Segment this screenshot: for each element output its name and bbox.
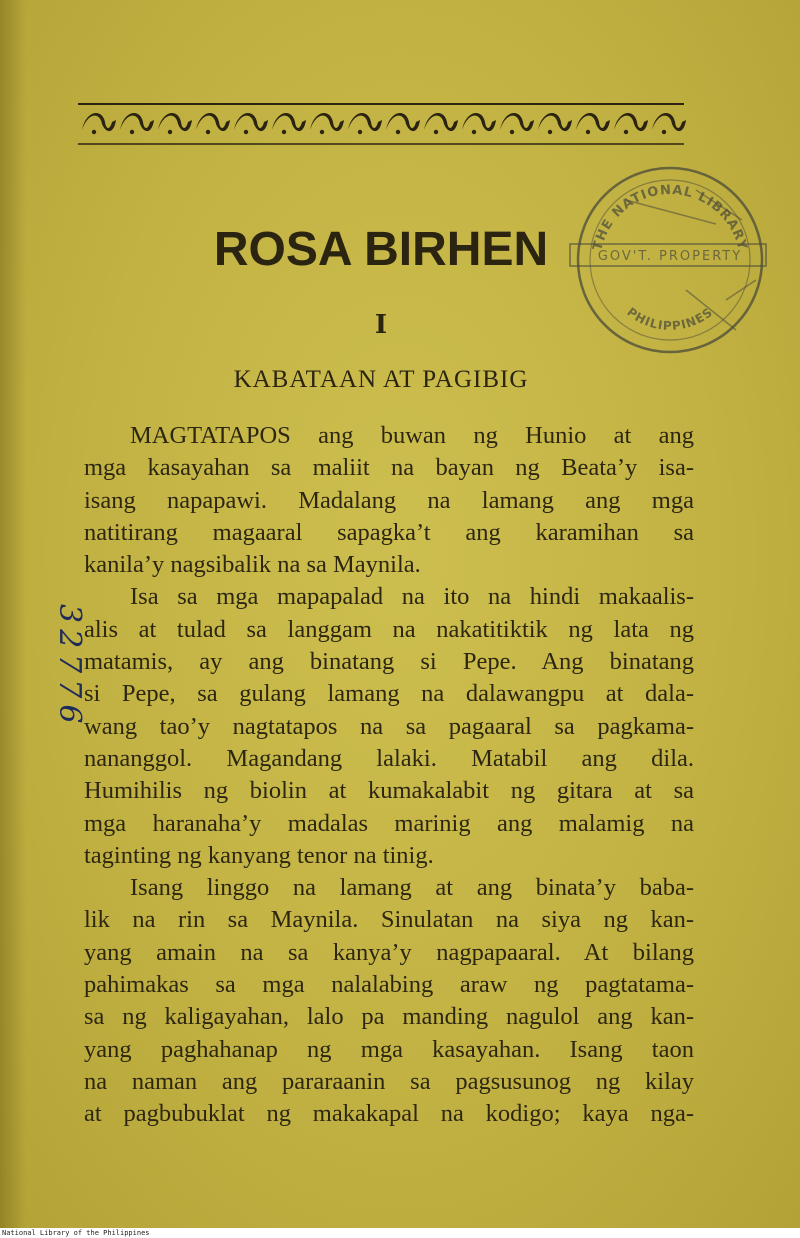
ornament-flourish	[386, 113, 420, 131]
ornament-flourish	[120, 113, 154, 131]
body-line: at pagbubuklat ng makakapal na kodigo; kaya nga-	[84, 1100, 694, 1128]
body-line: natitirang magaaral sapagka’t ang karamihan sa	[84, 518, 694, 546]
body-line: nananggol. Magandang lalaki. Matabil ang dila.	[84, 744, 694, 772]
ornament-dot	[130, 130, 134, 134]
ornament-flourish	[462, 113, 496, 131]
ornament-dot	[662, 130, 666, 134]
handwritten-accession-number	[30, 600, 87, 770]
ornament-dot	[168, 130, 172, 134]
stamp-bottom-text: PHILIPPINES	[624, 304, 716, 334]
chapter-body	[84, 420, 694, 1131]
chapter-number: I	[374, 310, 388, 340]
body-line: kanila’y nagsibalik na sa Maynila.	[84, 551, 421, 579]
ornament-dot	[282, 130, 286, 134]
body-line: na naman ang pararaanin sa pagsusunog ng kilay	[84, 1067, 694, 1095]
ornament-dot	[586, 130, 590, 134]
body-line: Isang linggo na lamang at ang binata’y baba-	[130, 874, 694, 902]
body-line: MAGTATAPOS ang buwan ng Hunio at ang	[130, 422, 694, 449]
body-line: mga kasayahan sa maliit na bayan ng Beata’y isa-	[84, 454, 694, 482]
body-line: isang napapawi. Madalang na lamang ang mga	[84, 486, 694, 514]
body-line: pahimakas sa mga nalalabing araw ng pagtatama-	[84, 971, 694, 999]
ornament-dot	[434, 130, 438, 134]
body-line: Isa sa mga mapapalad na ito na hindi makaalis-	[130, 583, 694, 611]
ornament-dot	[320, 130, 324, 134]
library-credit: National Library of the Philippines	[2, 1229, 150, 1237]
ornament-flourish	[310, 113, 344, 131]
body-line: taginting ng kanyang tenor na tinig.	[84, 841, 434, 869]
ornament-dot	[206, 130, 210, 134]
body-line: matamis, ay ang binatang si Pepe. Ang binatang	[84, 648, 694, 676]
ornament-dot	[510, 130, 514, 134]
ornament-flourish	[196, 113, 230, 131]
stamp-middle-text: GOV'T. PROPERTY	[597, 249, 743, 264]
handwritten-number-text: 32776	[52, 604, 87, 730]
ornament-dot	[396, 130, 400, 134]
ornament-dot	[92, 130, 96, 134]
ornament-flourish	[614, 113, 648, 131]
ornament-flourish	[348, 113, 382, 131]
ornament-dot	[244, 130, 248, 134]
body-line: mga haranaha’y madalas marinig ang malamig na	[84, 809, 694, 837]
svg-text:THE NATIONAL LIBRARY	[590, 183, 749, 252]
ornament-flourish	[158, 113, 192, 131]
body-line: wang tao’y nagtatapos na sa pagaaral sa pagkama-	[84, 712, 694, 740]
chapter-title: KABATAAN AT PAGIBIG	[233, 366, 529, 393]
ornament-flourish	[424, 113, 458, 131]
ornament-flourish	[272, 113, 306, 131]
body-line: si Pepe, sa gulang lamang na dalawangpu at dala-	[84, 680, 694, 708]
ornament-flourish	[576, 113, 610, 131]
ornament-flourish	[234, 113, 268, 131]
body-line: alis at tulad sa langgam na nakatitiktik ng lata ng	[84, 615, 694, 643]
page-edge-shadow	[0, 0, 26, 1228]
library-stamp	[566, 160, 770, 360]
body-line: yang amain na sa kanya’y nagpapaaral. At bilang	[84, 938, 694, 966]
ornament-flourish	[538, 113, 572, 131]
ornament-dot	[548, 130, 552, 134]
stamp-top-text: THE NATIONAL LIBRARY	[590, 182, 750, 253]
decorative-border-ornament	[78, 100, 684, 150]
ornament-dot	[358, 130, 362, 134]
ornament-flourish	[652, 113, 686, 131]
body-line: Humihilis ng biolin at kumakalabit ng gitara at sa	[84, 777, 694, 805]
body-line: yang paghahanap ng mga kasayahan. Isang taon	[84, 1035, 694, 1063]
ornament-flourish	[82, 113, 116, 131]
svg-text:PHILIPPINES	[624, 305, 715, 333]
ornament-flourish	[500, 113, 534, 131]
body-line: lik na rin sa Maynila. Sinulatan na siya ng kan-	[84, 906, 694, 934]
book-title: ROSA BIRHEN	[213, 223, 549, 276]
ornament-dot	[624, 130, 628, 134]
ornament-dot	[472, 130, 476, 134]
body-line: sa ng kaligayahan, lalo pa manding nagulol ang kan-	[84, 1003, 694, 1031]
